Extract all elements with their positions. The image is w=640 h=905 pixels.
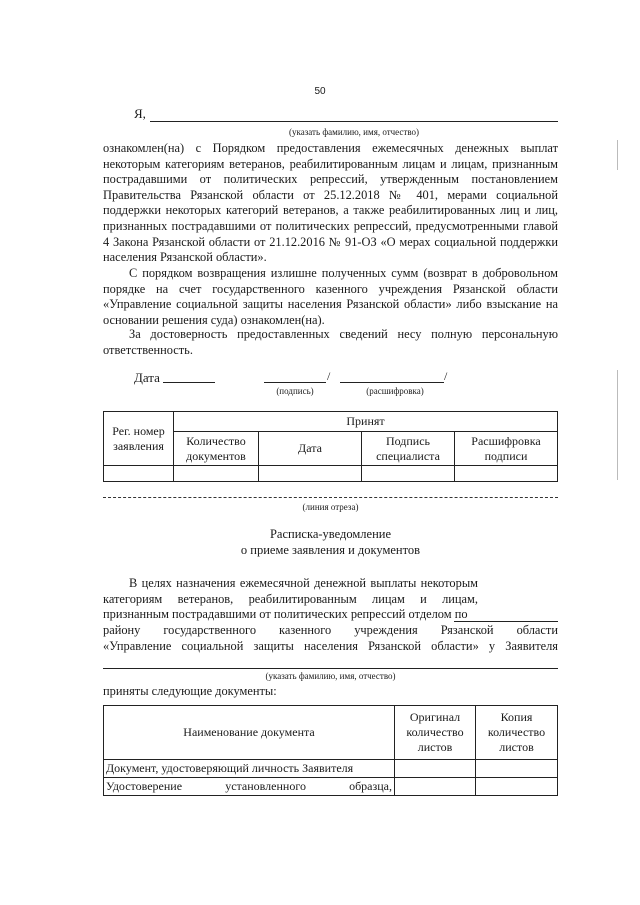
receipt-word: учреждения bbox=[354, 623, 418, 637]
decoding-hint: (расшифровка) bbox=[366, 386, 424, 396]
scan-edge-mark bbox=[617, 140, 618, 170]
declaration-paragraph-2: С порядком возвращения излишне полученных сумм (возврат в добровольном порядке на счет государственного казенного учреждения Рязанской области «Управление социальной защиты населения Рязанской области» либо взыскание на основании решения суда) ознакомлен(на). bbox=[103, 266, 558, 327]
declaration-paragraph-1: ознакомлен(на) с Порядком предоставления ежемесячных денежных выплат некоторым категориям ветеранов, реабилитированным лицам и лицам, признанным пострадавшими от политических репрессий, утвержденным постановлением Правительства Рязанской области от 25.12.2018 № 401, мерами социальной поддержки некоторых категорий ветеранов, а также реабилитированных лиц и лиц, признанных пострадавшими от политических репрессий, предусмотренными главой 4 Закона Рязанской области от 21.12.2016 № 91-ОЗ «О мерах социальной поддержки населения Рязанской области». bbox=[103, 141, 558, 265]
doc-row-2-word: Удостоверение bbox=[106, 779, 183, 793]
department-line[interactable] bbox=[454, 621, 558, 622]
doc-row-2-original[interactable] bbox=[395, 778, 476, 796]
slash-1: / bbox=[327, 369, 331, 383]
decoding-line[interactable] bbox=[340, 382, 444, 383]
receipt-word: области bbox=[516, 623, 558, 637]
col-document-name: Наименование документа bbox=[104, 706, 395, 760]
cell-date[interactable] bbox=[259, 466, 362, 482]
receipt-line2 bbox=[103, 623, 558, 638]
col-original-sheets: Оригинал количество листов bbox=[395, 706, 476, 760]
receipt-title: Расписка-уведомление bbox=[269, 527, 392, 541]
signature-hint: (подпись) bbox=[276, 386, 314, 396]
receipt-line3: «Управление социальной защиты населения Рязанской области» у Заявителя bbox=[103, 639, 558, 653]
doc-row-2-copy[interactable] bbox=[476, 778, 558, 796]
doc-row-1-original[interactable] bbox=[395, 760, 476, 778]
accepted-docs-label: приняты следующие документы: bbox=[103, 684, 277, 698]
signature-line[interactable] bbox=[264, 382, 326, 383]
rayon-word: району bbox=[103, 623, 141, 637]
receipt-name-line[interactable] bbox=[103, 668, 558, 669]
declaration-paragraph-3: За достоверность предоставленных сведений несу полную персональную ответственность. bbox=[103, 327, 558, 357]
doc-row-1-copy[interactable] bbox=[476, 760, 558, 778]
cut-line-label: (линия отреза) bbox=[302, 502, 359, 512]
cell-doc-count[interactable] bbox=[174, 466, 259, 482]
receipt-name-hint: (указать фамилию, имя, отчество) bbox=[265, 671, 396, 681]
applicant-name-line[interactable] bbox=[150, 121, 558, 122]
receipt-word: государственного bbox=[163, 623, 257, 637]
page-number: 50 bbox=[314, 86, 326, 97]
col-doc-count: Количество документов bbox=[174, 432, 259, 466]
cell-reg-number[interactable] bbox=[104, 466, 174, 482]
doc-row-2-word: образца, bbox=[349, 779, 392, 793]
col-specialist-signature: Подпись специалиста bbox=[362, 432, 455, 466]
reg-number-header: Рег. номер заявления bbox=[104, 412, 174, 466]
receipt-subtitle: о приеме заявления и документов bbox=[240, 543, 421, 557]
receipt-paragraph: В целях назначения ежемесячной денежной выплаты некоторым категориям ветеранов, реабилитированным лицам и лицам, признанным пострадавшими от политических репрессий отделом по bbox=[103, 576, 478, 622]
name-hint: (указать фамилию, имя, отчество) bbox=[288, 127, 420, 137]
cut-line bbox=[103, 497, 558, 498]
scan-edge-mark bbox=[617, 370, 618, 480]
doc-row-2-word: установленного bbox=[225, 779, 306, 793]
documents-table bbox=[103, 705, 558, 796]
cell-specialist-signature[interactable] bbox=[362, 466, 455, 482]
doc-row-1-name: Документ, удостоверяющий личность Заявителя bbox=[104, 760, 395, 778]
date-line[interactable] bbox=[163, 382, 215, 383]
receipt-word: казенного bbox=[279, 623, 332, 637]
receipt-word: Рязанской bbox=[440, 623, 494, 637]
col-date: Дата bbox=[259, 432, 362, 466]
accepted-header: Принят bbox=[174, 412, 558, 432]
doc-row-2-name bbox=[104, 778, 395, 796]
date-label: Дата bbox=[134, 370, 160, 385]
col-signature-decoding: Расшифровка подписи bbox=[455, 432, 558, 466]
slash-2: / bbox=[444, 369, 448, 383]
col-copy-sheets: Копия количество листов bbox=[476, 706, 558, 760]
ya-label: Я, bbox=[134, 106, 146, 121]
registration-table bbox=[103, 411, 558, 482]
cell-signature-decoding[interactable] bbox=[455, 466, 558, 482]
